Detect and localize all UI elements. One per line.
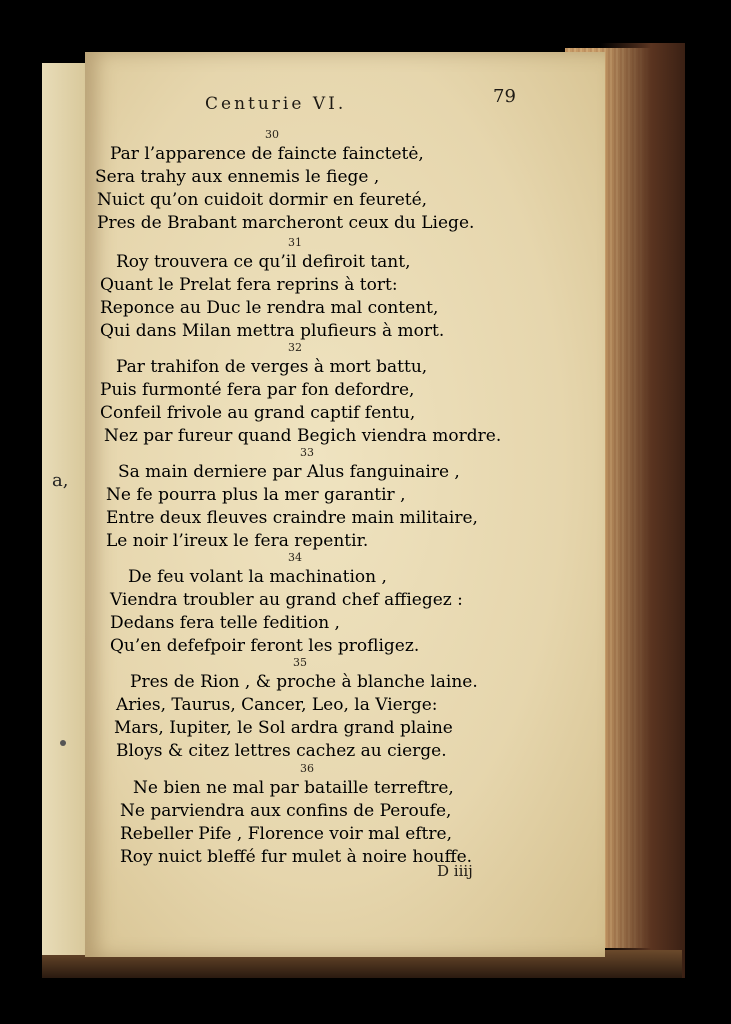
verse-line: Ne fe pourra plus la mer garantir , — [106, 485, 406, 505]
verse-line: De feu volant la machination , — [128, 567, 387, 587]
quatrain-number: 32 — [288, 341, 302, 354]
quatrain-number: 33 — [300, 446, 314, 459]
verse-line: Bloys & citez lettres cachez au cierge. — [116, 741, 447, 761]
verse-line: Pres de Brabant marcheront ceux du Liege. — [97, 213, 475, 233]
verse-line: Qu’en defefpoir feront les profligez. — [110, 636, 420, 656]
verse-line: Dedans fera telle fedition , — [110, 613, 340, 633]
verse-line: Ne bien ne mal par bataille terreftre, — [133, 778, 454, 798]
page-number: 79 — [493, 86, 516, 107]
verse-line: Nez par fureur quand Begich viendra mordre. — [104, 426, 502, 446]
quatrain-number: 30 — [265, 128, 279, 141]
quatrain-number: 36 — [300, 762, 314, 775]
signature-mark: D iiij — [437, 862, 473, 880]
verse-line: Puis furmonté fera par fon defordre, — [100, 380, 415, 400]
verse-line: Entre deux fleuves craindre main militaire, — [106, 508, 478, 528]
verse-line: Sera trahy aux ennemis le fiege , — [95, 167, 380, 187]
verse-line: Pres de Rion , & proche à blanche laine. — [130, 672, 478, 692]
verse-line: Rebeller Pife , Florence voir mal eftre, — [120, 824, 452, 844]
verse-line: Aries, Taurus, Cancer, Leo, la Vierge: — [116, 695, 438, 715]
verse-line: Mars, Iupiter, le Sol ardra grand plaine — [114, 718, 453, 738]
left-page-spot — [60, 740, 66, 746]
verse-line: Confeil frivole au grand captif fentu, — [100, 403, 416, 423]
quatrain-number: 35 — [293, 656, 307, 669]
verse-line: Par l’apparence de faincte fainctetė, — [110, 144, 424, 164]
verse-line: Qui dans Milan mettra plufieurs à mort. — [100, 321, 445, 341]
quatrain-number: 34 — [288, 551, 302, 564]
book-cover — [600, 43, 685, 978]
verse-line: Ne parviendra aux confins de Peroufe, — [120, 801, 452, 821]
verse-line: Roy trouvera ce qu’il defiroit tant, — [116, 252, 411, 272]
page-header: Centurie VI. — [205, 94, 347, 114]
verse-line: Sa main derniere par Alus fanguinaire , — [118, 462, 460, 482]
left-page-fragment: a, — [52, 470, 69, 491]
verse-line: Nuict qu’on cuidoit dormir en feureté, — [97, 190, 428, 210]
verse-line: Roy nuict bleffé fur mulet à noire houffe. — [120, 847, 473, 867]
quatrain-number: 31 — [288, 236, 302, 249]
verse-line: Viendra troubler au grand chef affiegez : — [110, 590, 463, 610]
verse-line: Quant le Prelat fera reprins à tort: — [100, 275, 398, 295]
verse-line: Reponce au Duc le rendra mal content, — [100, 298, 439, 318]
verse-line: Le noir l’ireux le fera repentir. — [106, 531, 369, 551]
verse-line: Par trahifon de verges à mort battu, — [116, 357, 428, 377]
